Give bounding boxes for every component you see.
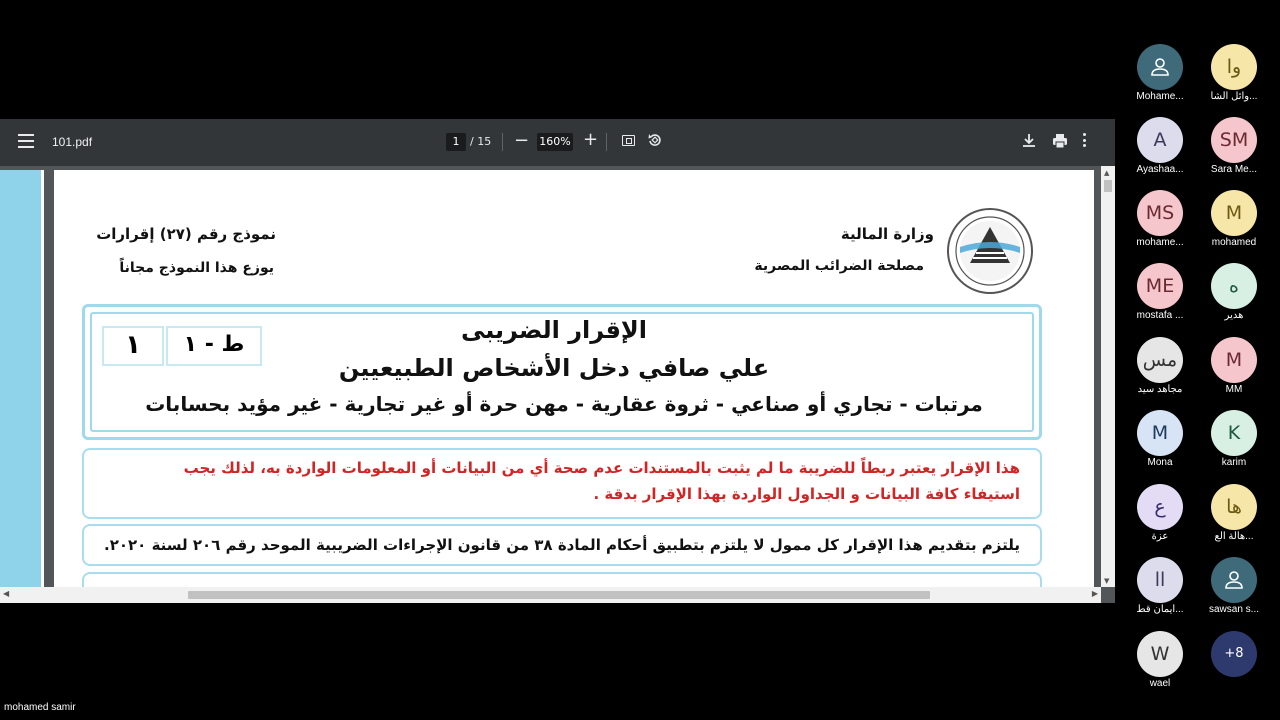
scroll-up-arrow-icon[interactable]: ▲ [1104,169,1110,177]
obligation-text: يلتزم بتقديم هذا الإقرار كل ممول لا يلتزم بتطبيق أحكام المادة ٣٨ من قانون الإجراءات الضريبية الموحد رقم ٢٠٦ لسنة ٢٠٢٠. [104,536,1020,554]
document-area[interactable] [0,166,1101,587]
authority-name: مصلحة الضرائب المصرية [754,258,924,274]
participant-avatar[interactable]: A [1137,117,1183,163]
participant-tile[interactable] [1197,44,1271,114]
participant-name: mostafa ... [1136,310,1184,321]
participant-tile[interactable] [1197,484,1271,554]
participant-avatar[interactable]: M [1211,337,1257,383]
zoom-level-input[interactable]: 160% [537,133,573,151]
participant-tile[interactable] [1197,117,1271,187]
participant-avatar[interactable]: K [1211,410,1257,456]
participant-name: وائل الشا... [1210,91,1258,102]
participant-tile[interactable] [1123,190,1197,260]
participant-avatar[interactable]: SM [1211,117,1257,163]
presenter-name: mohamed samir [4,702,76,713]
pdf-filename: 101.pdf [52,135,93,149]
scroll-right-arrow-icon[interactable]: ▶ [1091,589,1098,598]
participant-name: هدير [1224,310,1244,321]
participant-tile[interactable] [1197,263,1271,333]
form-number: نموذج رقم (٢٧) إقرارات [96,225,276,243]
horizontal-scroll-thumb[interactable] [188,591,930,599]
pdf-page [54,170,1094,587]
participant-tile[interactable] [1123,44,1197,114]
participant-name: Mohame... [1136,91,1184,102]
scroll-left-arrow-icon[interactable]: ◀ [3,589,10,598]
participant-name: مجاهد سيد [1137,384,1183,395]
scroll-down-arrow-icon[interactable]: ▼ [1104,577,1110,585]
participant-avatar[interactable]: M [1137,410,1183,456]
participant-avatar[interactable]: M [1211,190,1257,236]
participant-avatar[interactable] [1137,44,1183,90]
participant-name: mohame... [1136,237,1184,248]
more-options-icon[interactable] [1083,133,1087,149]
page-number-input[interactable]: 1 [446,133,466,151]
participant-name: wael [1149,678,1171,689]
participant-name: karim [1221,457,1247,468]
participant-avatar[interactable]: ها [1211,484,1257,530]
page-edge-decoration [0,170,44,587]
toolbar-divider [502,133,503,151]
participant-tile[interactable] [1123,557,1197,627]
participant-tile[interactable] [1123,337,1197,407]
participant-avatar[interactable]: W [1137,631,1183,677]
form-subtitle: علي صافي دخل الأشخاص الطبيعيين [338,354,770,382]
participant-tile[interactable] [1197,190,1271,260]
participant-tile[interactable] [1123,263,1197,333]
zoom-out-button[interactable]: − [514,130,530,151]
page-total: / 15 [470,135,492,148]
participant-avatar[interactable]: MS [1137,190,1183,236]
participant-avatar[interactable]: مس [1137,337,1183,383]
fit-to-page-icon[interactable] [622,135,635,146]
participant-tile[interactable] [1197,557,1271,627]
form-code-box: ط - ١ [166,326,262,366]
person-icon [1224,570,1244,590]
participant-name: ايمان قط... [1136,604,1184,615]
form-code-box: ١ [102,326,164,366]
download-icon[interactable] [1022,133,1036,149]
participant-name: sawsan s... [1208,604,1260,615]
pdf-viewer [0,119,1115,603]
participant-name: Sara Me... [1210,164,1258,175]
next-section-box [82,572,1042,587]
participant-tile[interactable] [1123,117,1197,187]
participant-avatar[interactable]: اا [1137,557,1183,603]
person-icon [1150,57,1170,77]
pdf-toolbar [0,119,1115,166]
participant-avatar[interactable]: وا [1211,44,1257,90]
zoom-in-button[interactable]: + [583,129,599,150]
participant-name: عزة [1151,531,1169,542]
tax-authority-logo [946,207,1034,295]
horizontal-scrollbar[interactable] [0,587,1101,603]
ministry-name: وزارة المالية [840,225,934,243]
participant-name: MM [1225,384,1243,395]
participant-name: Mona [1147,457,1173,468]
warning-line-1: هذا الإقرار يعتبر ربطاً للضريبة ما لم يثبت بالمستندات عدم صحة أي من البيانات أو المعلومات الواردة به، لذلك يجب [183,459,1020,477]
rotate-icon[interactable] [648,133,662,147]
toolbar-divider [606,133,607,151]
participant-avatar[interactable] [1211,557,1257,603]
participant-tile[interactable] [1123,410,1197,480]
vertical-scrollbar[interactable] [1101,166,1115,587]
participant-tile[interactable] [1197,410,1271,480]
print-icon[interactable] [1052,133,1068,149]
form-title: الإقرار الضريبى [460,316,648,344]
free-distribution-note: يوزع هذا النموذج مجاناً [119,260,274,276]
warning-text [100,455,1020,507]
more-participants-button[interactable]: +8 [1211,631,1257,677]
participant-name: mohamed [1211,237,1257,248]
participant-avatar[interactable]: ع [1137,484,1183,530]
participant-tile[interactable] [1123,631,1197,701]
participant-tile[interactable] [1123,484,1197,554]
participant-avatar[interactable]: ه [1211,263,1257,309]
warning-line-2: استيفاء كافة البيانات و الجداول الواردة بهذا الإقرار بدقة . [593,485,1020,503]
income-categories: مرتبات - تجاري أو صناعي - ثروة عقارية - مهن حرة أو غير تجارية - غير مؤيد بحسابات [145,392,983,416]
menu-icon[interactable] [18,134,34,148]
participant-tile[interactable] [1197,631,1271,701]
vertical-scroll-thumb[interactable] [1104,180,1112,192]
participant-avatar[interactable]: ME [1137,263,1183,309]
participant-name: هالة الع... [1214,531,1254,542]
participant-name: Ayashaa... [1136,164,1184,175]
participant-tile[interactable] [1197,337,1271,407]
